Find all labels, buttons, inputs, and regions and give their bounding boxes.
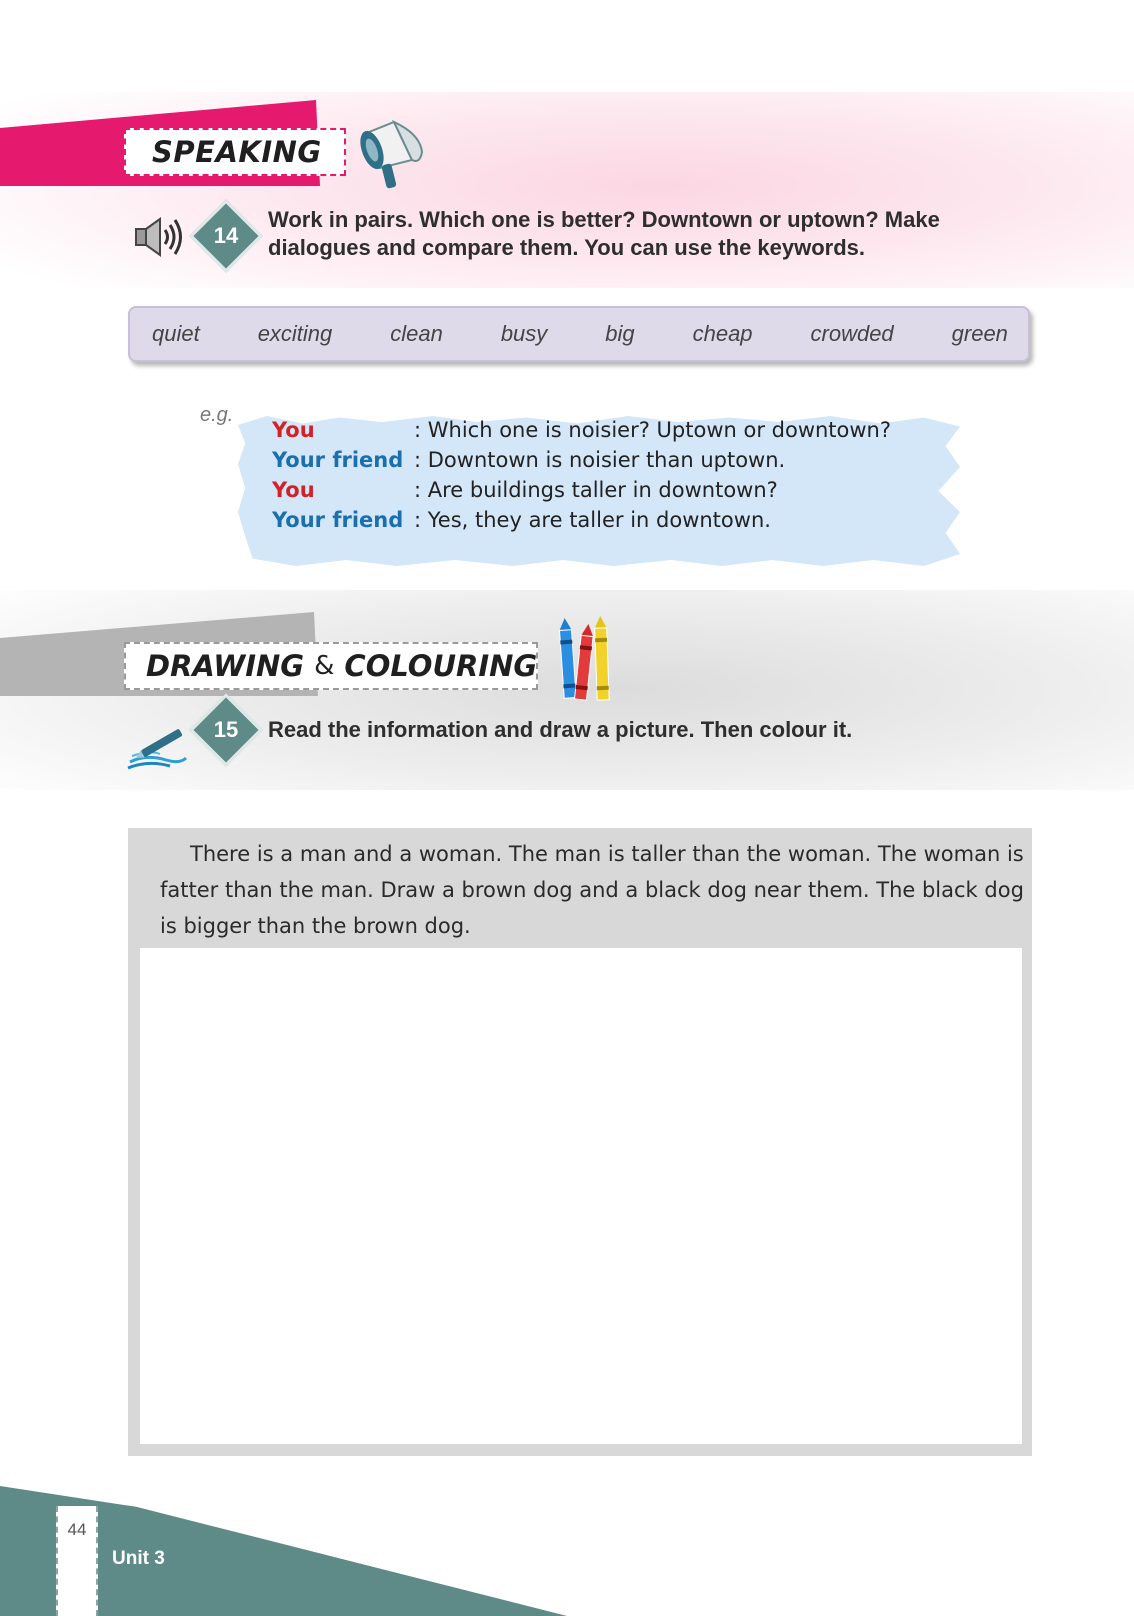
dialogue-line [272,508,771,538]
dialogue-line [272,418,891,448]
crayons-icon [556,616,618,706]
speaker-icon[interactable] [134,214,186,260]
page-number: 44 [67,1520,87,1539]
example-label: e.g. [200,404,234,426]
drawing-title [124,642,538,690]
keyword: busy [500,321,548,346]
task-14-instruction [268,206,940,262]
drawing-title-part2: COLOURING [344,649,538,683]
task-15-instruction: Read the information and draw a picture. Then colour it. [268,717,853,742]
keyword: green [951,321,1008,346]
dialogue-text: : Are buildings taller in downtown? [414,478,778,502]
keywords-box [128,306,1030,362]
dialogue-speaker: You [272,418,315,442]
drawing-title-amp: & [314,651,335,681]
dialogue-text: : Downtown is noisier than uptown. [414,448,786,472]
task-15-number: 15 [213,717,239,742]
task-14-instruction-line1: Work in pairs. Which one is better? Downtown or uptown? Make [268,207,940,232]
keyword: quiet [152,321,200,346]
drawing-title-part1: DRAWING [146,649,305,683]
footer-band [0,1486,1134,1616]
task-14-number: 14 [213,223,239,248]
task-14-instruction-line2: dialogues and compare them. You can use the keywords. [268,235,866,260]
megaphone-icon [350,112,434,194]
drawing-area[interactable] [140,948,1022,1444]
keyword: clean [390,321,443,346]
keyword: big [605,321,635,346]
dialogue-line [272,448,785,478]
keyword: cheap [692,321,753,346]
dialogue-text: : Which one is noisier? Uptown or downtown? [414,418,892,442]
unit-label: Unit 3 [112,1548,165,1569]
dialogue-speaker: Your friend [272,448,404,472]
dialogue-speaker: Your friend [272,508,404,532]
keyword: crowded [810,321,894,346]
keyword: exciting [257,321,333,346]
dialogue-speaker: You [272,478,315,502]
reading-text: There is a man and a woman. The man is taller than the woman. The woman is fatter than the man. Draw a brown dog and a black dog near them. The black dog is bigger than the brown dog. [160,842,1024,938]
pen-icon [126,724,190,774]
speaking-title: SPEAKING [124,128,346,176]
dialogue-line [272,478,778,508]
dialogue-text: : Yes, they are taller in downtown. [414,508,771,532]
